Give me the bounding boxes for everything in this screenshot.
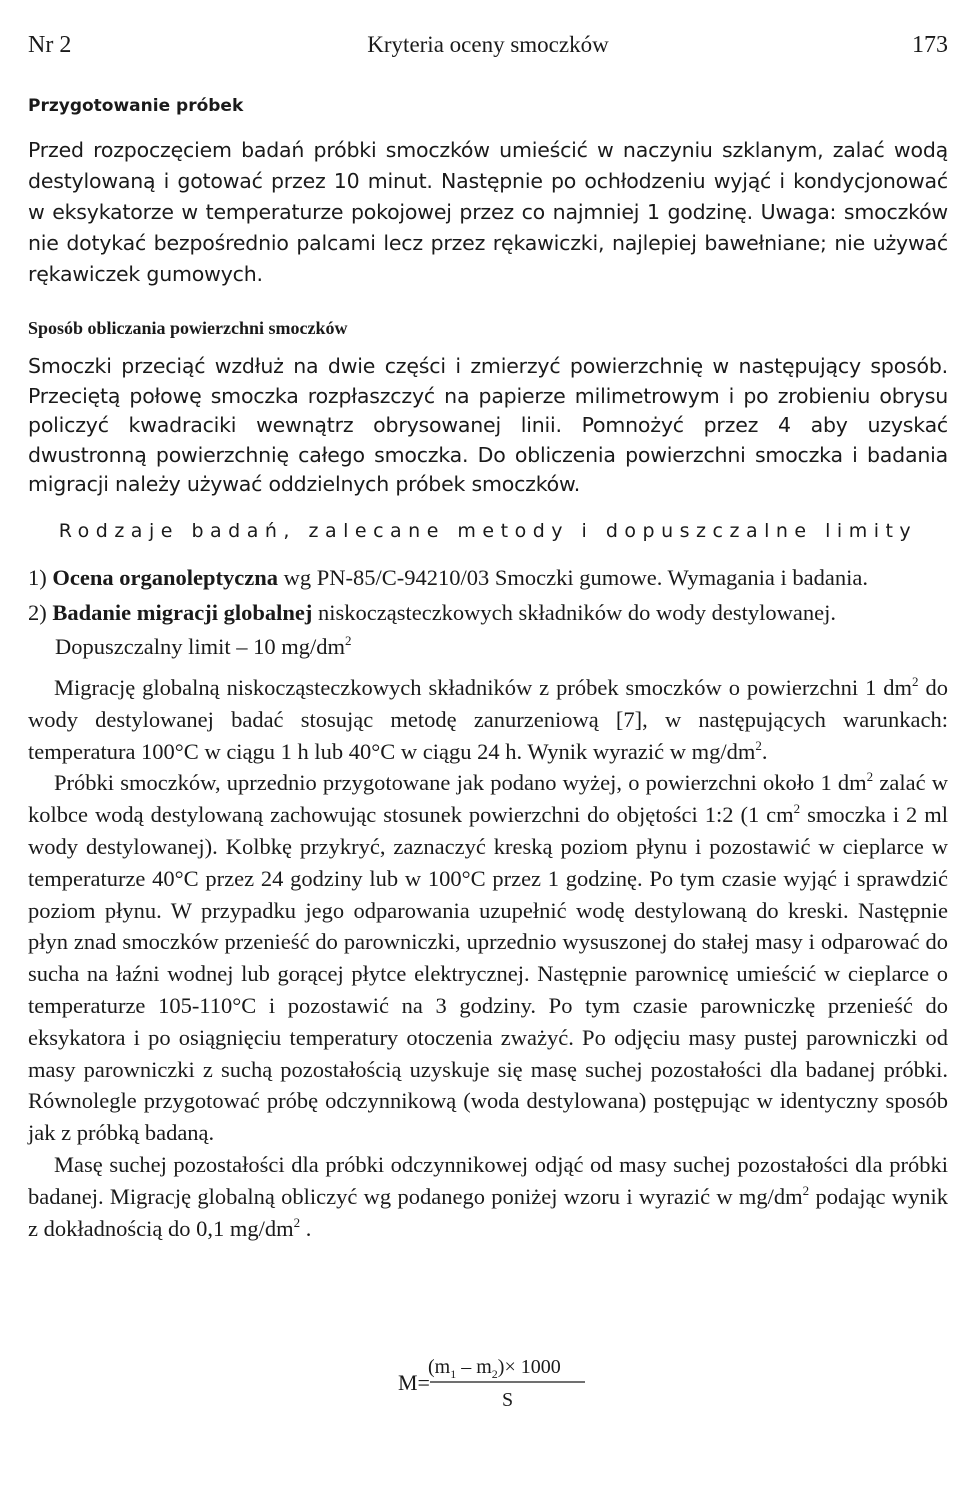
migration-formula xyxy=(0,1352,960,1412)
formula-denominator: S xyxy=(502,1389,514,1411)
section-heading-test-types: Rodzaje badań, zalecane metody i dopuszczalne limity xyxy=(58,520,918,542)
item-title: Ocena organoleptyczna xyxy=(52,565,278,590)
running-header xyxy=(28,32,948,66)
item-text: wg PN-85/C-94210/03 Smoczki gumowe. Wymagania i badania. xyxy=(277,565,868,590)
item-number: 2) xyxy=(28,600,47,625)
paragraph-sample-prep xyxy=(28,135,948,290)
test-item-2 xyxy=(28,597,948,629)
surface-calc-text: Smoczki przeciąć wzdłuż na dwie części i zmierzyć powierzchnię w następujący sposób. Przeciętą połowę smoczka rozpłaszczyć na papierze milimetrowym i po zrobieniu obrysu policzyć kwadraciki wewnątrz obrysowanej linii. Pomnożyć przez 4 aby uzyskać dwustronną powierzchnię całego smoczka. Do obliczenia powierzchni smoczka i badania migracji należy używać oddzielnych próbek smoczków. xyxy=(28,354,948,496)
sample-prep-text: Przed rozpoczęciem badań próbki smoczków umieścić w naczyniu szklanym, zalać wodą destylowaną i gotować przez 10 minut. Następnie po ochłodzeniu wyjąć i kondycjonować w eksykatorze w temperaturze pokojowej przez co najmniej 1 godzinę. Uwaga: smoczków nie dotykać bezpośrednio palcami lecz przez rękawiczki, najlepiej bawełniane; nie używać rękawiczek gumowych. xyxy=(28,138,948,286)
page-number: 173 xyxy=(912,32,948,58)
section-heading-sample-prep: Przygotowanie próbek xyxy=(28,96,244,116)
running-title: Kryteria oceny smoczków xyxy=(367,32,609,57)
method-description xyxy=(28,672,948,1244)
paragraph-surface-calc xyxy=(28,352,948,500)
item-title: Badanie migracji globalnej xyxy=(52,600,313,625)
permissible-limit: Dopuszczalny limit – 10 $mg/dm^2$ xyxy=(55,633,352,659)
formula-numerator: $(m_1 - m_2)\times 1000$ xyxy=(428,1356,561,1381)
paragraph-migration-conditions: Migrację globalną niskocząsteczkowych składników z próbek smoczków o powierzchni 1 $dm^2$ do wody destylowanej badać stosując metodę zanurzeniową [7], w następujących warunkach: temperatura 100°C w ciągu 1 h lub 40°C w ciągu 24 h. Wynik wyrazić w $mg/dm^2$. xyxy=(28,674,949,764)
test-item-1 xyxy=(28,562,948,594)
paragraph-calculation: Masę suchej pozostałości dla próbki odczynnikowej odjąć od masy suchej pozostałości dla próbki badanej. Migrację globalną obliczyć wg podanego poniżej wzoru i wyrazić w $mg/dm^2$ podając wynik z dokładnością do 0,1 $mg/dm^2$ . xyxy=(28,1151,948,1241)
section-heading-surface-calc: Sposób obliczania powierzchni smoczków xyxy=(28,318,348,338)
formula-lhs: M= xyxy=(398,1370,430,1395)
journal-issue: Nr 2 xyxy=(28,32,72,58)
item-number: 1) xyxy=(28,565,47,590)
item-text: niskocząsteczkowych składników do wody destylowanej. xyxy=(312,600,837,625)
paragraph-procedure: Próbki smoczków, uprzednio przygotowane jak podano wyżej, o powierzchni około 1 $dm^2$ zalać w kolbce wodą destylowaną zachowując stosunek powierzchni do objętości 1:2 (1 $cm^2$ smoczka i 2 ml wody destylowanej). Kolbkę przykryć, zaznaczyć kreską poziom płynu i pozostawić w cieplarce w temperaturze 40°C przez 24 godziny lub w 100°C przez 1 godzinę. Po tym czasie wyjąć i sprawdzić poziom płynu. W przypadku jego odparowania uzupełnić wodę destylowaną do kreski. Następnie płyn znad smoczków przenieść do parowniczki, uprzednio wysuszonej do stałej masy i odparować do sucha na łaźni wodnej lub gorącej płytce elektrycznej. Następnie parownicę umieścić w cieplarce o temperaturze 105-110°C i pozostawić na 3 godziny. Po tym czasie parowniczkę przenieść do eksykatora i po osiągnięciu temperatury otoczenia zważyć. Po odjęciu masy pustej parowniczki od masy parowniczki z suchą pozostałością uzyskuje się masę suchej pozostałości dla badanej próbki. Równolegle przygotować próbę odczynnikową (woda destylowana) postępując w identyczny sposób jak z próbką badaną. xyxy=(28,769,948,1146)
